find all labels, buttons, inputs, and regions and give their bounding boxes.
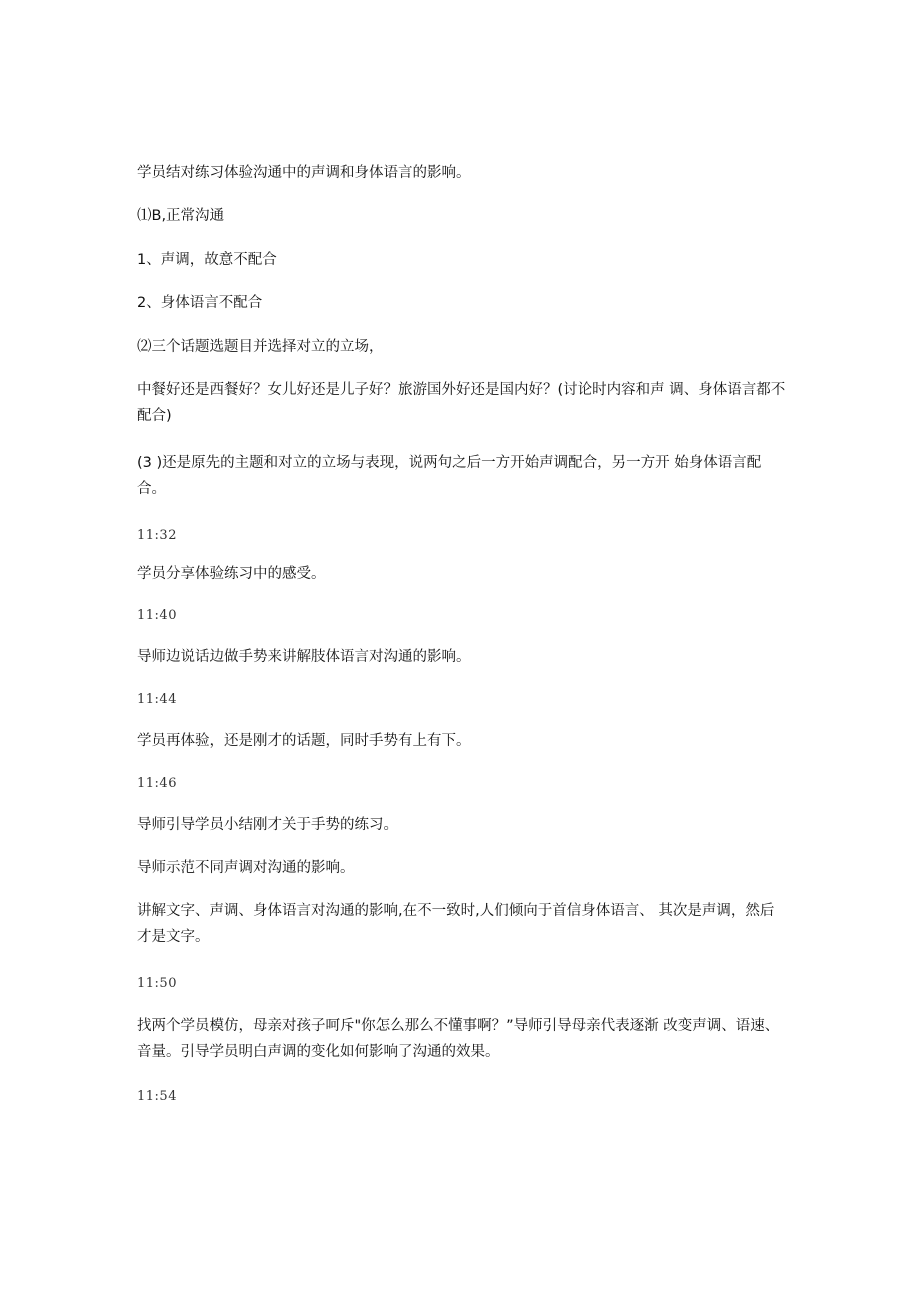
paragraph: (3 )还是原先的主题和对立的立场与表现，说两句之后一方开始声调配合，另一方开 始身体语言配合。 <box>137 455 762 497</box>
paragraph: 导师示范不同声调对沟通的影响。 <box>137 860 355 876</box>
paragraph: 找两个学员模仿，母亲对孩子呵斥"你怎么那么不懂事啊？”导师引导母亲代表逐渐 改变声调、语速、音量。引导学员明白声调的变化如何影响了沟通的效果。 <box>137 1018 780 1060</box>
paragraph: ⑴B,正常沟通 <box>137 208 225 224</box>
paragraph: 学员再体验，还是刚才的话题，同时手势有上有下。 <box>137 733 471 749</box>
paragraph: 学员分享体验练习中的感受。 <box>137 566 326 582</box>
timestamp: 11:54 <box>137 1089 177 1104</box>
timestamp: 11:32 <box>137 528 177 543</box>
paragraph: 学员结对练习体验沟通中的声调和身体语言的影响。 <box>137 165 471 181</box>
timestamp: 11:50 <box>137 976 177 991</box>
paragraph: 讲解文字、声调、身体语言对沟通的影响,在不一致时,人们倾向于首信身体语言、 其次是声调，然后才是文字。 <box>137 903 775 945</box>
timestamp: 11:44 <box>137 692 177 707</box>
timestamp: 11:40 <box>137 608 177 623</box>
paragraph: 导师边说话边做手势来讲解肢体语言对沟通的影响。 <box>137 649 471 665</box>
paragraph: 中餐好还是西餐好？女儿好还是儿子好？旅游国外好还是国内好？(讨论时内容和声 调、身体语言都不配合) <box>137 382 786 424</box>
timestamp: 11:46 <box>137 776 177 791</box>
paragraph: ⑵三个话题选题目并选择对立的立场， <box>137 339 384 355</box>
list-item: 1、声调，故意不配合 <box>137 252 277 268</box>
paragraph: 导师引导学员小结刚才关于手势的练习。 <box>137 817 398 833</box>
list-item: 2、身体语言不配合 <box>137 295 263 311</box>
